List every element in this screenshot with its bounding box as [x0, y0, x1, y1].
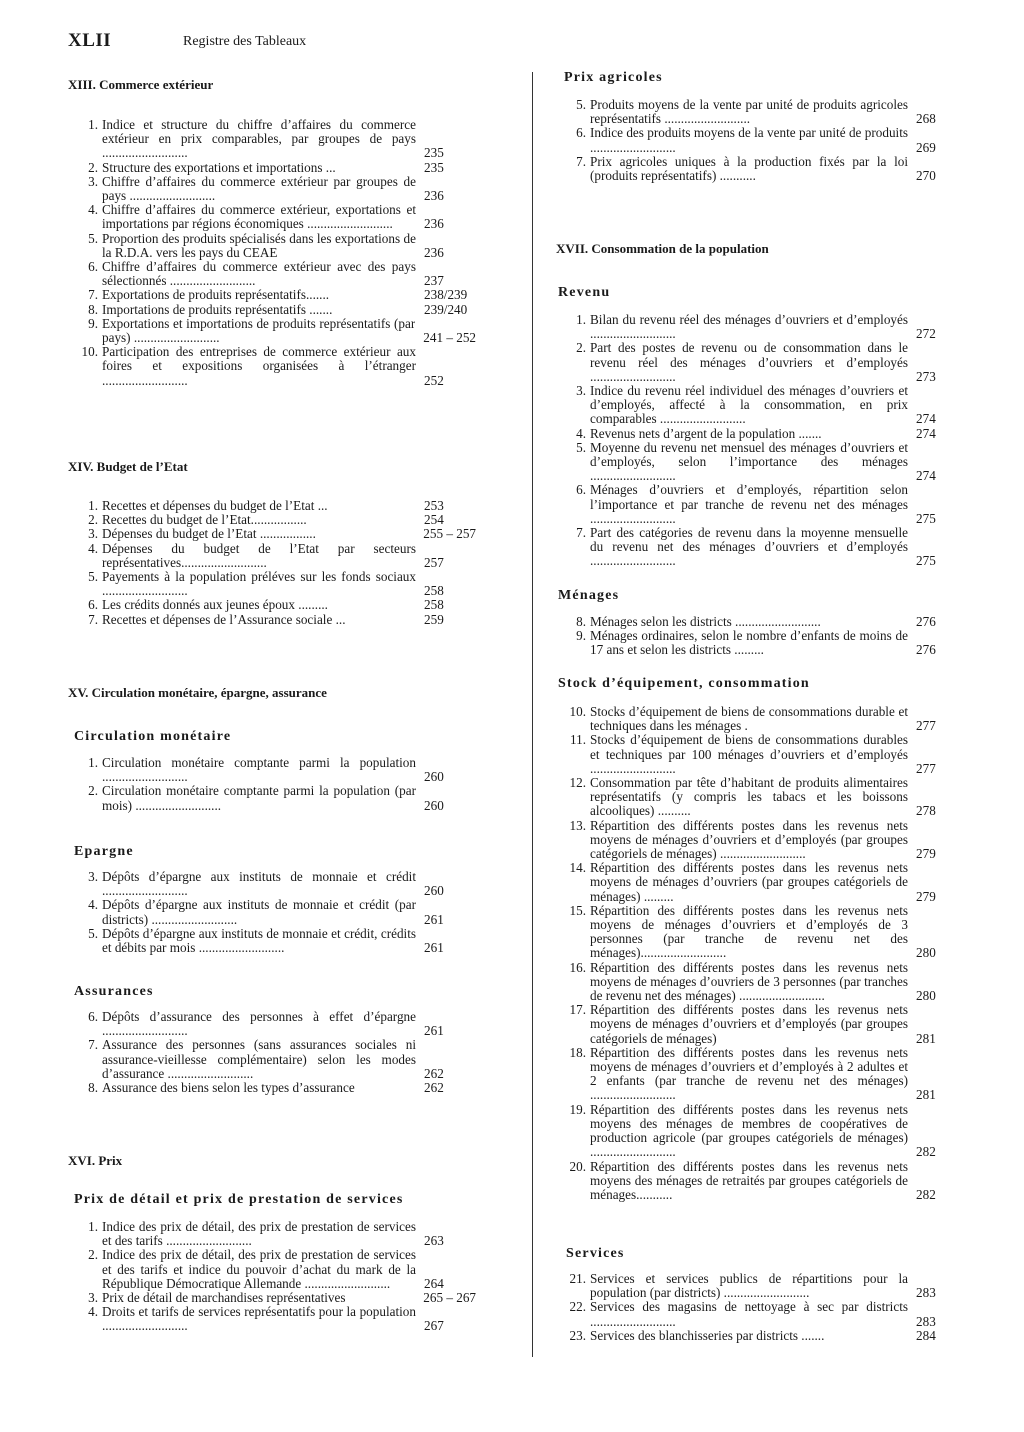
- entry-page: 270: [916, 168, 936, 184]
- section-title: XV. Circulation monétaire, épargne, assurance: [68, 685, 327, 700]
- entry-number: 3.: [88, 869, 98, 884]
- toc-entry: [68, 203, 476, 231]
- entry-number: 7.: [88, 1037, 98, 1053]
- entry-number: 1.: [88, 117, 98, 132]
- entry-number: 5.: [88, 230, 98, 246]
- entry-title: Assurance des biens selon les types d’assurance: [102, 1081, 355, 1096]
- entry-number: 5.: [576, 439, 586, 455]
- subsection-title: Prix de détail et prix de prestation de services: [74, 1192, 404, 1207]
- entry-title: Répartition des différents postes dans les revenus nets moyens de ménages d’ouvriers et d’employés de 3 personnes (par tranche de revenu net des ménages)..........................: [590, 903, 908, 961]
- subsection-title: Services: [566, 1246, 625, 1261]
- entry-page: 282: [916, 1144, 936, 1160]
- toc-entry: [556, 1300, 960, 1328]
- entry-number: 6.: [88, 597, 98, 613]
- entry-number: 20.: [569, 1158, 586, 1174]
- entry-title: Circulation monétaire comptante parmi la population ..........................: [102, 756, 416, 785]
- subsection-title: Assurances: [74, 984, 154, 999]
- entry-title: Indice des prix de détail, des prix de prestation de services et des tarifs et indice du pouvoir d’achat du mark de la République Démocratique Allemande ..........................: [102, 1248, 416, 1291]
- page-number: XLII: [68, 30, 112, 51]
- toc-entry: [556, 776, 960, 819]
- entry-number: 3.: [576, 383, 586, 399]
- entry-number: 9.: [88, 315, 98, 331]
- entry-number: 2.: [88, 783, 98, 799]
- entry-title: Exportations de produits représentatifs.......: [102, 288, 330, 303]
- subsection-prix-agricoles: [564, 70, 960, 86]
- toc-entry: [556, 155, 960, 183]
- entry-title: Les crédits donnés aux jeunes époux .........: [102, 598, 328, 613]
- entry-number: 3.: [88, 1290, 98, 1306]
- entry-title: Dépenses du budget de l’Etat .................: [102, 527, 316, 542]
- entry-page: 236: [424, 216, 444, 232]
- entry-page: 279: [916, 888, 936, 904]
- toc-entry: [556, 427, 960, 441]
- entry-number: 4.: [576, 425, 586, 441]
- entry-page: 284: [916, 1327, 936, 1343]
- entry-page: 262: [424, 1065, 444, 1081]
- entry-page: 274: [916, 411, 936, 427]
- entry-title: Stocks d’équipement de biens de consommations durable et techniques dans les ménages .: [590, 705, 908, 734]
- entry-number: 15.: [569, 902, 586, 918]
- entry-title: Circulation monétaire comptante parmi la population (par mois) ..........................: [102, 784, 416, 813]
- entry-title: Produits moyens de la vente par unité de produits agricoles représentatifs ..........................: [590, 98, 908, 127]
- entry-title: Consommation par tête d’habitant de produits alimentaires représentatifs (y compris les tabacs et les boissons alcooliques) ..........: [590, 776, 908, 819]
- entry-number: 6.: [576, 482, 586, 498]
- entry-title: Répartition des différents postes dans les revenus nets moyens de ménages d’ouvriers et d’employés (par groupes catégoriels de ménages): [590, 1003, 908, 1046]
- list-xiii: [68, 118, 476, 388]
- entry-number: 3.: [88, 526, 98, 542]
- entry-title: Participation des entreprises de commerce extérieur aux foires et expositions organisées à l’étranger ..........................: [102, 345, 416, 388]
- entry-page: 260: [424, 797, 444, 813]
- entry-page: 261: [424, 940, 444, 956]
- toc-entry: [68, 1010, 476, 1038]
- section-title: XIII. Commerce extérieur: [68, 77, 214, 92]
- subsection-title: Revenu: [558, 285, 611, 300]
- toc-entry: [68, 499, 476, 513]
- subsection-services: [566, 1246, 960, 1262]
- entry-title: Chiffre d’affaires du commerce extérieur par groupes de pays ..........................: [102, 174, 416, 204]
- page-header: [68, 30, 307, 52]
- entry-title: Dépôts d’épargne aux instituts de monnaie et crédit (par districts) ..........................: [102, 898, 416, 927]
- subsection-stock: [558, 676, 960, 692]
- toc-entry: [556, 526, 960, 569]
- entry-number: 23.: [569, 1327, 586, 1343]
- toc-entry: [556, 705, 960, 733]
- entry-page: 280: [916, 945, 936, 961]
- toc-entry: [68, 1220, 476, 1248]
- entry-number: 7.: [576, 525, 586, 541]
- entry-page: 269: [916, 139, 936, 155]
- entry-page: 254: [424, 512, 444, 528]
- entry-title: Exportations et importations de produits représentatifs (par pays) ..........................: [102, 316, 416, 346]
- entry-page: 275: [916, 553, 936, 569]
- entry-page: 283: [916, 1313, 936, 1329]
- entry-title: Indice du revenu réel individuel des ménages d’ouvriers et d’employés, affecté à la consommation, en prix comparables ..........................: [590, 384, 908, 427]
- list-xv-assurances: [68, 1010, 476, 1095]
- entry-number: 4.: [88, 540, 98, 556]
- toc-entry: [556, 98, 960, 126]
- entry-title: Répartition des différents postes dans les revenus nets moyens de ménages d’ouvriers de 3 personnes (par tranches de revenu net des ménages) ..........................: [590, 960, 908, 1004]
- toc-entry: [556, 733, 960, 776]
- entry-page: 235: [424, 159, 444, 175]
- entry-page: 255 – 257: [423, 526, 476, 542]
- entry-title: Recettes et dépenses de l’Assurance sociale ...: [102, 612, 346, 627]
- entry-page: 239/240: [424, 301, 468, 317]
- entry-title: Structure des exportations et importations ...: [102, 160, 336, 175]
- list-xiv: [68, 499, 476, 627]
- entry-title: Chiffre d’affaires du commerce extérieur, exportations et importations par régions économiques ..........................: [102, 203, 416, 232]
- subsection-title: Prix agricoles: [564, 70, 663, 85]
- entry-number: 18.: [569, 1044, 586, 1060]
- section-title: XIV. Budget de l’Etat: [68, 459, 188, 474]
- entry-page: 283: [916, 1285, 936, 1301]
- section-xiv: [68, 459, 476, 475]
- entry-title: Recettes et dépenses du budget de l’Etat ...: [102, 499, 328, 513]
- entry-title: Répartition des différents postes dans les revenus nets moyens des ménages de retraités par groupes catégoriels de ménages...........: [590, 1159, 908, 1202]
- list-xvi-detail: [68, 1220, 476, 1334]
- toc-entry: [68, 161, 476, 175]
- list-xvi-agricoles: [556, 98, 960, 183]
- entry-page: 235: [424, 145, 444, 161]
- entry-number: 16.: [569, 959, 586, 975]
- entry-page: 278: [916, 803, 936, 819]
- entry-title: Moyenne du revenu net mensuel des ménages d’ouvriers et d’employés, selon l’importance des ménages ..........................: [590, 440, 908, 484]
- entry-number: 17.: [569, 1002, 586, 1018]
- section-xiii: [68, 77, 476, 93]
- toc-entry: [556, 1046, 960, 1103]
- entry-number: 2.: [88, 512, 98, 528]
- entry-number: 22.: [569, 1299, 586, 1315]
- entry-page: 275: [916, 510, 936, 526]
- entry-page: 274: [916, 425, 936, 441]
- entry-title: Revenus nets d’argent de la population .......: [590, 426, 822, 441]
- entry-page: 262: [424, 1080, 444, 1096]
- entry-number: 7.: [576, 153, 586, 169]
- entry-page: 273: [916, 368, 936, 384]
- entry-page: 277: [916, 760, 936, 776]
- entry-title: Proportion des produits spécialisés dans les exportations de la R.D.A. vers les pays du CEAE: [102, 231, 416, 260]
- entry-page: 264: [424, 1275, 444, 1291]
- list-xvii-services: [556, 1272, 960, 1343]
- toc-entry: [68, 613, 476, 627]
- toc-entry: [68, 303, 476, 317]
- list-xv-epargne: [68, 870, 476, 955]
- section-title: XVII. Consommation de la population: [556, 241, 769, 256]
- subsection-circulation: [74, 729, 476, 745]
- entry-number: 6.: [576, 125, 586, 141]
- entry-title: Services des blanchisseries par districts .......: [590, 1328, 825, 1343]
- toc-entry: [556, 313, 960, 341]
- entry-title: Payements à la population préléves sur les fonds sociaux ..........................: [102, 570, 416, 599]
- entry-title: Recettes du budget de l’Etat.................: [102, 513, 307, 528]
- subsection-title: Ménages: [558, 588, 620, 603]
- entry-page: 261: [424, 1023, 444, 1039]
- entry-number: 1.: [88, 498, 98, 513]
- entry-page: 281: [916, 1030, 936, 1046]
- entry-number: 4.: [88, 897, 98, 913]
- entry-title: Ménages selon les districts ..........................: [590, 615, 821, 629]
- entry-page: 282: [916, 1186, 936, 1202]
- entry-number: 7.: [88, 611, 98, 627]
- toc-entry: [68, 1305, 476, 1333]
- entry-page: 258: [424, 597, 444, 613]
- subsection-title: Circulation monétaire: [74, 729, 232, 744]
- entry-page: 268: [916, 111, 936, 127]
- entry-title: Services des magasins de nettoyage à sec par districts ..........................: [590, 1300, 908, 1329]
- entry-title: Droits et tarifs de services représentatifs pour la population ..........................: [102, 1305, 416, 1334]
- toc-entry: [68, 260, 476, 288]
- entry-number: 6.: [88, 259, 98, 275]
- toc-entry: [68, 570, 476, 598]
- toc-entry: [556, 441, 960, 484]
- toc-entry: [556, 341, 960, 384]
- toc-entry: [556, 1329, 960, 1343]
- entry-number: 10.: [569, 704, 586, 719]
- entry-number: 6.: [88, 1009, 98, 1024]
- toc-entry: [556, 1160, 960, 1203]
- entry-page: 258: [424, 583, 444, 599]
- toc-entry: [68, 756, 476, 784]
- subsection-prix-detail: [74, 1192, 476, 1208]
- entry-title: Indice des prix de détail, des prix de prestation de services et des tarifs ..........................: [102, 1220, 416, 1249]
- entry-title: Stocks d’équipement de biens de consommations durables et techniques par 100 ménages d’ouvriers et d’employés ..........................: [590, 733, 908, 776]
- entry-number: 19.: [569, 1101, 586, 1117]
- entry-page: 236: [424, 188, 444, 204]
- entry-title: Dépôts d’épargne aux instituts de monnaie et crédit ..........................: [102, 870, 416, 899]
- toc-entry: [68, 1248, 476, 1291]
- entry-page: 276: [916, 614, 936, 629]
- toc-entry: [556, 126, 960, 154]
- toc-entry: [556, 483, 960, 526]
- entry-title: Assurance des personnes (sans assurances sociales ni assurance-vieillesse complémentaire) selon les modes d’assurance ..........................: [102, 1038, 416, 1081]
- entry-page: 277: [916, 718, 936, 734]
- toc-entry: [556, 629, 960, 657]
- toc-entry: [68, 175, 476, 203]
- entry-title: Part des catégories de revenu dans la moyenne mensuelle du revenu net des ménages d’ouvriers et d’employés ..........................: [590, 526, 908, 569]
- entry-number: 1.: [88, 1219, 98, 1234]
- toc-entry: [68, 317, 476, 345]
- entry-title: Part des postes de revenu ou de consommation dans le revenu réel des ménages d’ouvriers et d’employés ..........................: [590, 341, 908, 384]
- subsection-revenu: [558, 285, 960, 301]
- entry-title: Chiffre d’affaires du commerce extérieur avec des pays sélectionnés ..........................: [102, 260, 416, 289]
- entry-page: 236: [424, 244, 444, 260]
- entry-number: 3.: [88, 173, 98, 189]
- toc-entry: [68, 1038, 476, 1081]
- toc-entry: [68, 527, 476, 541]
- entry-title: Prix agricoles uniques à la production fixés par la loi (produits représentatifs) ...........: [590, 154, 908, 184]
- entry-page: 272: [916, 326, 936, 342]
- entry-title: Répartition des différents postes dans les revenus nets moyens de ménages d’ouvriers et d’employés (par groupes catégoriels de ménages) ..........................: [590, 818, 908, 862]
- entry-title: Services et services publics de répartitions pour la population (par districts) ..........................: [590, 1272, 908, 1301]
- toc-entry: [556, 615, 960, 629]
- entry-page: 281: [916, 1087, 936, 1103]
- entry-title: Ménages ordinaires, selon le nombre d’enfants de moins de 17 ans et selon les districts .........: [590, 629, 908, 658]
- toc-entry: [556, 904, 960, 961]
- entry-number: 4.: [88, 202, 98, 218]
- entry-page: 238/239: [424, 287, 468, 303]
- toc-entry: [68, 784, 476, 812]
- entry-page: 263: [424, 1233, 444, 1249]
- entry-page: 260: [424, 769, 444, 785]
- entry-title: Répartition des différents postes dans les revenus nets moyens de ménages d’ouvriers (par groupes catégoriels de ménages) .........: [590, 861, 908, 904]
- entry-title: Dépenses du budget de l’Etat par secteurs représentatives..........................: [102, 541, 416, 570]
- entry-number: 10.: [81, 344, 98, 360]
- toc-entry: [556, 819, 960, 862]
- entry-number: 7.: [88, 287, 98, 303]
- entry-number: 2.: [88, 159, 98, 175]
- entry-title: Répartition des différents postes dans les revenus nets moyens des ménages de membres de coopératives de production agricole (par groupes catégoriels de ménages) ..........................: [590, 1102, 908, 1160]
- entry-page: 279: [916, 846, 936, 862]
- section-xv: [68, 685, 476, 701]
- toc-entry: [556, 1003, 960, 1046]
- toc-entry: [556, 1272, 960, 1300]
- entry-page: 261: [424, 911, 444, 927]
- entry-number: 5.: [88, 569, 98, 585]
- entry-number: 5.: [88, 925, 98, 941]
- toc-entry: [68, 870, 476, 898]
- entry-number: 2.: [576, 340, 586, 356]
- section-xvi: [68, 1153, 476, 1169]
- list-xv-circulation: [68, 756, 476, 813]
- running-title: Registre des Tableaux: [183, 34, 307, 49]
- entry-page: 257: [424, 554, 444, 570]
- subsection-menages: [558, 588, 960, 604]
- entry-page: 267: [424, 1318, 444, 1334]
- list-xvii-stock: [556, 705, 960, 1202]
- toc-entry: [68, 513, 476, 527]
- subsection-title: Epargne: [74, 844, 134, 859]
- entry-page: 265 – 267: [423, 1290, 476, 1306]
- entry-number: 1.: [88, 755, 98, 770]
- entry-number: 11.: [570, 732, 586, 748]
- entry-number: 2.: [88, 1247, 98, 1263]
- entry-title: Dépôts d’assurance des personnes à effet d’épargne ..........................: [102, 1010, 416, 1039]
- entry-title: Ménages d’ouvriers et d’employés, répartition selon l’importance et par tranche de revenu net des ménages ..........................: [590, 483, 908, 526]
- entry-number: 8.: [576, 614, 586, 629]
- entry-page: 252: [424, 372, 444, 388]
- toc-entry: [556, 961, 960, 1004]
- entry-page: 276: [916, 642, 936, 658]
- toc-entry: [556, 1103, 960, 1160]
- entry-number: 13.: [569, 817, 586, 833]
- entry-title: Répartition des différents postes dans les revenus nets moyens de ménages d’ouvriers et d’employés à 2 adultes et 2 enfants (par tranche de revenu net des ménages) ..........................: [590, 1045, 908, 1103]
- toc-entry: [68, 927, 476, 955]
- toc-entry: [68, 1291, 476, 1305]
- subsection-title: Stock d’équipement, consommation: [558, 676, 810, 691]
- entry-page: 274: [916, 468, 936, 484]
- entry-number: 8.: [88, 1080, 98, 1096]
- entry-title: Dépôts d’épargne aux instituts de monnaie et crédit, crédits et débits par mois ..........................: [102, 926, 416, 956]
- entry-page: 241 – 252: [423, 330, 476, 346]
- toc-entry: [68, 345, 476, 388]
- entry-page: 280: [916, 988, 936, 1004]
- toc-entry: [68, 232, 476, 260]
- entry-page: 259: [424, 611, 444, 627]
- toc-entry: [68, 118, 476, 161]
- entry-number: 8.: [88, 301, 98, 317]
- entry-title: Importations de produits représentatifs .......: [102, 302, 333, 317]
- entry-number: 5.: [576, 97, 586, 112]
- list-xvii-menages: [556, 615, 960, 658]
- entry-title: Indice et structure du chiffre d’affaires du commerce extérieur en prix comparables, par groupes de pays ..........................: [102, 118, 416, 161]
- entry-title: Prix de détail de marchandises représentatives: [102, 1291, 346, 1306]
- entry-number: 9.: [576, 628, 586, 644]
- toc-entry: [68, 288, 476, 302]
- entry-number: 1.: [576, 312, 586, 327]
- entry-title: Bilan du revenu réel des ménages d’ouvriers et d’employés ..........................: [590, 313, 908, 342]
- entry-page: 260: [424, 883, 444, 899]
- entry-page: 253: [424, 498, 444, 513]
- toc-entry: [68, 1081, 476, 1095]
- subsection-assurances: [74, 984, 476, 1000]
- section-title: XVI. Prix: [68, 1153, 123, 1168]
- entry-number: 12.: [569, 775, 586, 791]
- entry-number: 4.: [88, 1304, 98, 1320]
- toc-entry: [556, 861, 960, 904]
- toc-entry: [68, 598, 476, 612]
- entry-number: 14.: [569, 860, 586, 876]
- entry-page: 237: [424, 273, 444, 289]
- toc-entry: [556, 384, 960, 427]
- toc-entry: [68, 898, 476, 926]
- toc-entry: [68, 542, 476, 570]
- subsection-epargne: [74, 844, 476, 860]
- entry-title: Indice des produits moyens de la vente par unité de produits ..........................: [590, 126, 908, 155]
- section-xvii: [556, 241, 960, 257]
- entry-number: 21.: [569, 1271, 586, 1286]
- column-divider: [532, 72, 533, 1357]
- list-xvii-revenu: [556, 313, 960, 569]
